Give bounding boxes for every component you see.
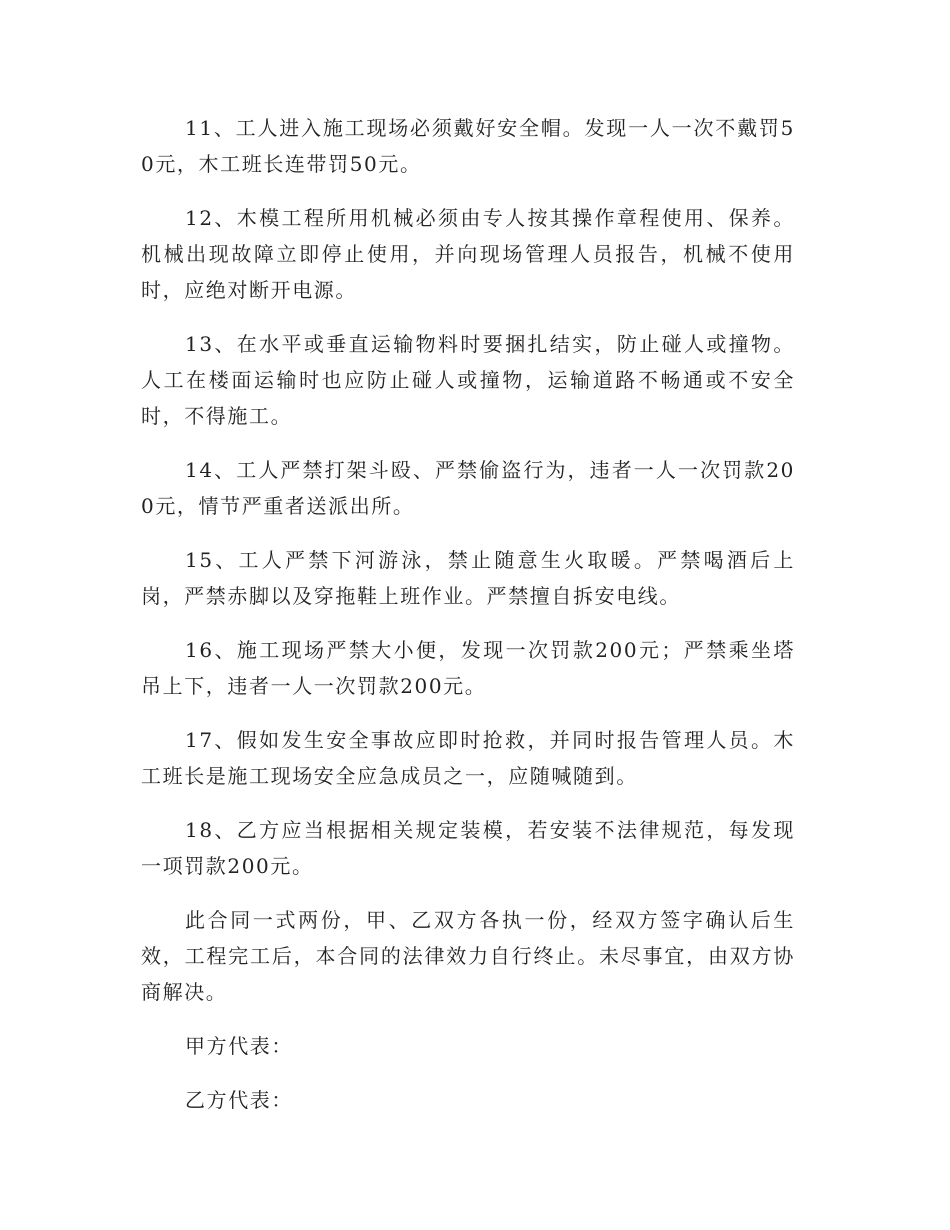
party-b-signature-label: 乙方代表： bbox=[185, 1088, 293, 1112]
closing-paragraph: 此合同一式两份，甲、乙双方各执一份，经双方签字确认后生效，工程完工后，本合同的法律效力自行终止。未尽事宜，由双方协商解决。 bbox=[141, 908, 795, 1004]
clause-16: 16、施工现场严禁大小便，发现一次罚款200元；严禁乘坐塔吊上下，违者一人一次罚款200元。 bbox=[141, 638, 795, 698]
clause-11: 11、工人进入施工现场必须戴好安全帽。发现一人一次不戴罚50元，木工班长连带罚50元。 bbox=[141, 116, 795, 176]
party-a-signature-label: 甲方代表： bbox=[185, 1034, 293, 1058]
clause-17: 17、假如发生安全事故应即时抢救，并同时报告管理人员。木工班长是施工现场安全应急成员之一，应随喊随到。 bbox=[141, 728, 795, 788]
clause-13: 13、在水平或垂直运输物料时要捆扎结实，防止碰人或撞物。人工在楼面运输时也应防止碰人或撞物，运输道路不畅通或不安全时，不得施工。 bbox=[141, 332, 795, 428]
clause-14: 14、工人严禁打架斗殴、严禁偷盗行为，违者一人一次罚款200元，情节严重者送派出所。 bbox=[141, 458, 795, 518]
clause-18: 18、乙方应当根据相关规定装模，若安装不法律规范，每发现一项罚款200元。 bbox=[141, 818, 795, 878]
clause-15: 15、工人严禁下河游泳，禁止随意生火取暖。严禁喝酒后上岗，严禁赤脚以及穿拖鞋上班作业。严禁擅自拆安电线。 bbox=[141, 548, 795, 608]
clause-12: 12、木模工程所用机械必须由专人按其操作章程使用、保养。机械出现故障立即停止使用，并向现场管理人员报告，机械不使用时，应绝对断开电源。 bbox=[141, 206, 795, 302]
